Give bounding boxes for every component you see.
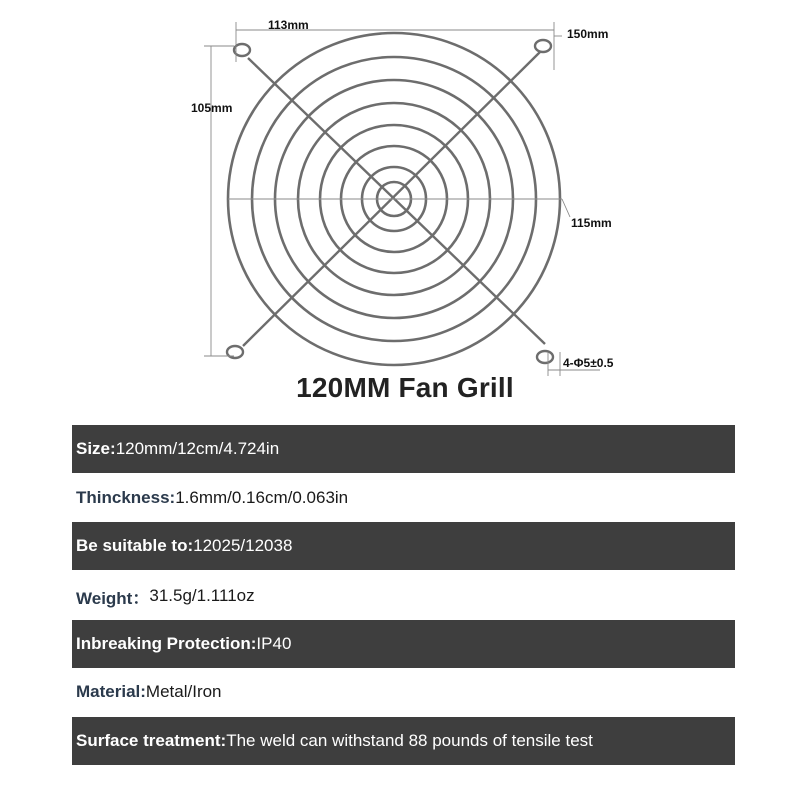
spec-label-surface: Surface treatment: (76, 731, 227, 750)
dimension-lines (204, 22, 600, 376)
spec-label-size: Size: (76, 439, 116, 458)
spec-row-material (72, 668, 735, 716)
dim-leader-diameter (562, 199, 570, 217)
spec-value-protection: IP40 (256, 634, 292, 653)
spec-label-protection: Inbreaking Protection: (76, 634, 257, 653)
spec-value-thickness: 1.6mm/0.16cm/0.063in (175, 488, 349, 507)
spec-row-surface (72, 717, 735, 765)
spec-value-material: Metal/Iron (145, 682, 222, 701)
spec-row-weight (72, 572, 735, 620)
dimension-mount-hole: 4-Φ5±0.5 (563, 356, 614, 370)
spec-row-protection (72, 620, 735, 668)
spec-label-material: Material: (76, 682, 146, 701)
spec-row-suitable (72, 522, 735, 570)
spec-row-size (72, 425, 735, 473)
spec-value-surface: The weld can withstand 88 pounds of tensile test (226, 731, 593, 750)
dimension-inner-diameter: 115mm (571, 216, 612, 230)
spec-label-suitable: Be suitable to: (76, 536, 194, 555)
spec-value-suitable: 12025/12038 (193, 536, 293, 555)
spec-label-weight: Weight： (76, 588, 150, 608)
spec-row-thickness (72, 474, 735, 522)
fan-grill-drawing (0, 0, 800, 380)
mount-loop-top-right (535, 40, 551, 52)
spec-label-thickness: Thinckness: (76, 488, 176, 507)
spec-value-size: 120mm/12cm/4.724in (115, 439, 280, 458)
fan-grill-diagram (0, 0, 800, 380)
dimension-left-height: 105mm (191, 101, 233, 115)
dimension-overall: 150mm (567, 27, 609, 41)
dimension-top-width: 113mm (268, 18, 309, 32)
spec-value-weight: 31.5g/1.111oz (149, 586, 255, 605)
mount-loop-bottom-right (537, 351, 553, 363)
product-title: 120MM Fan Grill (296, 372, 514, 403)
cross-wire-diagonal-1 (248, 58, 545, 344)
